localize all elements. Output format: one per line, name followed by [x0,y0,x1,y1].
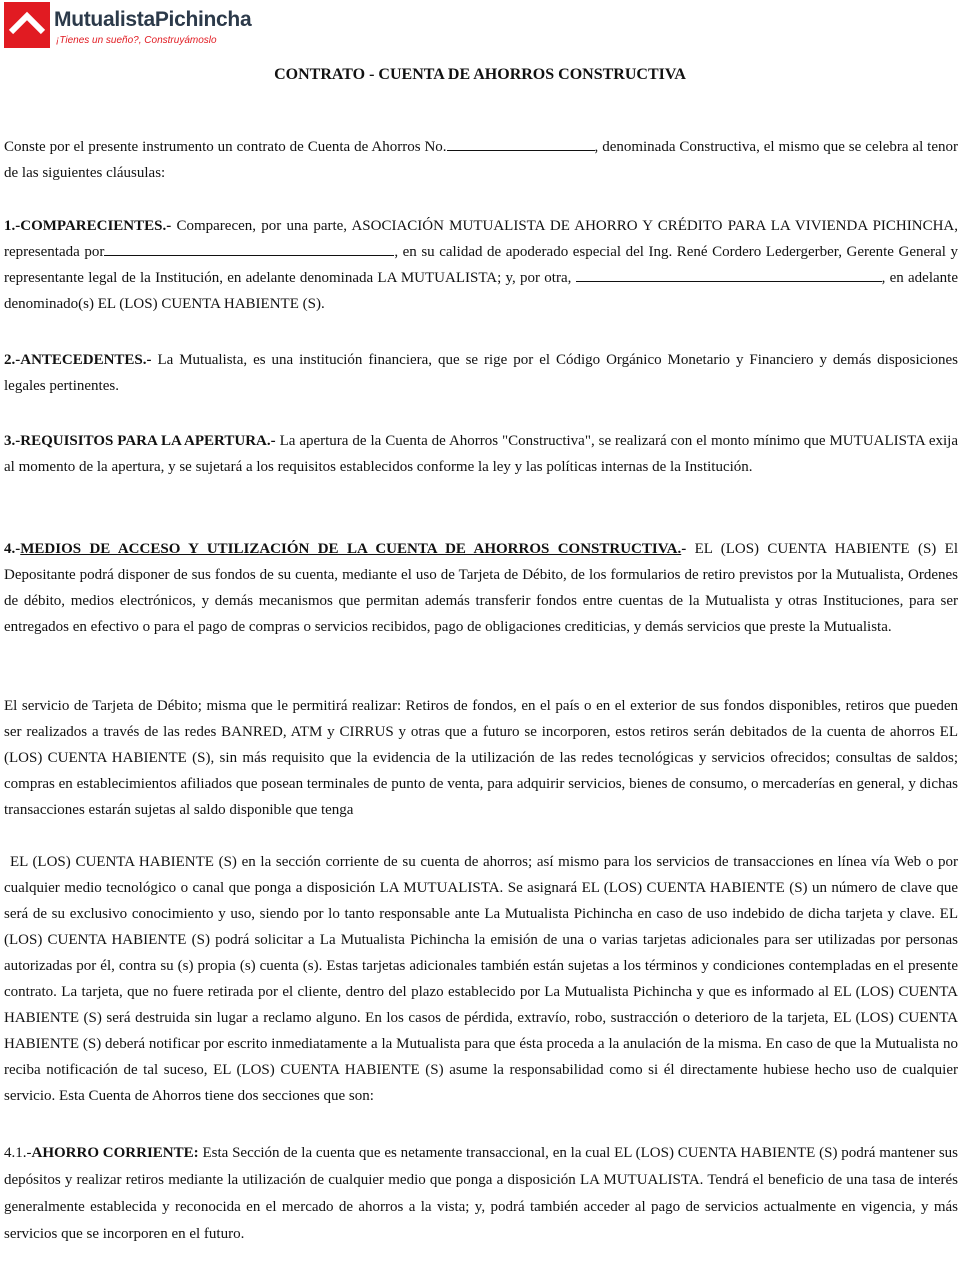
paragraph-cuenta-habiente: EL (LOS) CUENTA HABIENTE (S) en la sección corriente de su cuenta de ahorros; así mismo para los servicios de transacciones en línea vía Web o por cualquier medio tecnológico o canal que ponga a disposición LA MUTUALISTA. Se asignará EL (LOS) CUENTA HABIENTE (S) un número de clave que será de su exclusivo conocimiento y uso, siendo por lo tanto responsable ante La Mutualista Pichincha en caso de uso indebido de dicha tarjeta y clave. EL (LOS) CUENTA HABIENTE (S) podrá solicitar a La Mutualista Pichincha la emisión de una o varias tarjetas adicionales para ser utilizadas por personas autorizadas por él, contra su (s) propia (s) cuenta (s). Estas tarjetas adicionales también están sujetas a los términos y condiciones contempladas en el presente contrato. La tarjeta, que no fuere retirada por el cliente, dentro del plazo establecido por La Mutualista Pichincha y que es informado al EL (LOS) CUENTA HABIENTE (S) será destruida sin lugar a reclamo alguno. En los casos de pérdida, extravío, robo, sustracción o deterioro de la tarjeta, EL (LOS) CUENTA HABIENTE (S) deberá notificar por escrito inmediatamente a la Mutualista para que ésta proceda a la anulación de la misma. En caso de que la Mutualista no reciba notificación de tal suceso, EL (LOS) CUENTA HABIENTE (S) asume la responsabilidad como si él directamente hubiese hecho uso de cualquier servicio. Esta Cuenta de Ahorros tiene dos secciones que son: [4,854,958,1104]
house-roof-icon [4,2,50,48]
section-1-text-b: , en su calidad de apoderado especial del Ing. René Cordero Ledergerber, Gerente General y representante legal de la Institución, en adelante denominada LA MUTUALISTA; y, por otra, [4,244,959,286]
section-1-text-c: , en adelante denominado(s) EL (LOS) CUENTA HABIENTE (S). [4,270,958,312]
section-2-text: La Mutualista, es una institución financiera, que se rige por el Código Orgánico Monetario y Financiero y demás disposiciones legales pertinentes. [4,352,958,394]
section-4-1-text: Esta Sección de la cuenta que es netamente transaccional, en la cual EL (LOS) CUENTA HABIENTE (S) podrá mantener sus depósitos y realizar retiros mediante la utilización de cualquier medio que ponga a disposición LA MUTUALISTA. Tendrá el beneficio de una tasa de interés generalmente establecida y reconocida en el mercado de ahorros a la vista; y, podrá también acceder al pago de servicios actualmente en vigencia, y más servicios que se incorporen en el futuro. [4,1145,958,1242]
section-antecedentes [4,347,958,399]
logo-brand: MutualistaPichincha [54,8,252,31]
section-1-text-a: Comparecen, por una parte, ASOCIACIÓN MUTUALISTA DE AHORRO Y CRÉDITO PARA LA VIVIENDA PICHINCHA, representada por [4,218,958,260]
contract-title: CONTRATO - CUENTA DE AHORROS CONSTRUCTIVA [274,66,686,83]
paragraph-tarjeta-debito: El servicio de Tarjeta de Débito; misma que le permitirá realizar: Retiros de fondos, en el país o en el exterior de sus fondos disponibles, retiros que pueden ser realizados a través de las redes BANRED, ATM y CIRRUS y otras que a futuro se incorporen, estos retiros serán debitados de la cuenta de ahorros EL (LOS) CUENTA HABIENTE (S), sin más requisito que la evidencia de la utilización de las redes tecnológicas y servicios ofrecidos; consultas de saldos; compras en establecimientos afiliados que posean terminales de punto de venta, para adquirir servicios, bienes de consumo, o mercaderías en general, y dichas transacciones estarán sujetas al saldo disponible que tenga [4,698,958,818]
account-holder-blank [576,280,882,282]
section-4-heading: MEDIOS DE ACCESO Y UTILIZACIÓN DE LA CUENTA DE AHORROS CONSTRUCTIVA. [20,541,682,557]
section-4-number: 4.- [4,541,21,557]
section-4-1-heading: AHORRO CORRIENTE: [31,1145,199,1161]
section-4-1-number: 4.1.- [4,1145,32,1161]
section-comparecientes [4,213,958,317]
logo-tagline: ¡Tienes un sueño?, Construyámoslo [56,35,217,46]
section-3-text: La apertura de la Cuenta de Ahorros "Constructiva", se realizará con el monto mínimo que MUTUALISTA exija al momento de la apertura, y se sujetará a los requisitos establecidos conforme la ley y las políticas internas de la Institución. [4,433,958,475]
section-3-heading: 3.-REQUISITOS PARA LA APERTURA.- [4,433,276,449]
section-medios-acceso [4,536,958,640]
section-ahorro-corriente [4,1140,958,1248]
section-2-heading: 2.-ANTECEDENTES.- [4,352,152,368]
account-number-blank [447,149,595,151]
section-requisitos [4,428,958,480]
section-4-dash: - [681,541,687,557]
mutualista-logo [4,2,274,50]
intro-text-after: , denominada Constructiva, el mismo que se celebra al tenor de las siguientes cláusulas: [4,139,958,181]
section-1-heading: 1.-COMPARECIENTES.- [4,218,172,234]
section-4-text: EL (LOS) CUENTA HABIENTE (S) El Depositante podrá disponer de sus fondos de su cuenta, mediante el uso de Tarjeta de Débito, de los formularios de retiro previstos por la Mutualista, Ordenes de débito, medios electrónicos, y demás mecanismos que permitan además transferir fondos entre cuentas de la Mutualista y otras Instituciones, para ser entregados en efectivo o para el pago de compras o servicios recibidos, pago de obligaciones crediticias, y demás servicios que preste la Mutualista. [4,541,958,635]
intro-paragraph [4,134,958,186]
intro-text-before: Conste por el presente instrumento un contrato de Cuenta de Ahorros No. [4,139,447,155]
representative-blank [104,254,394,256]
